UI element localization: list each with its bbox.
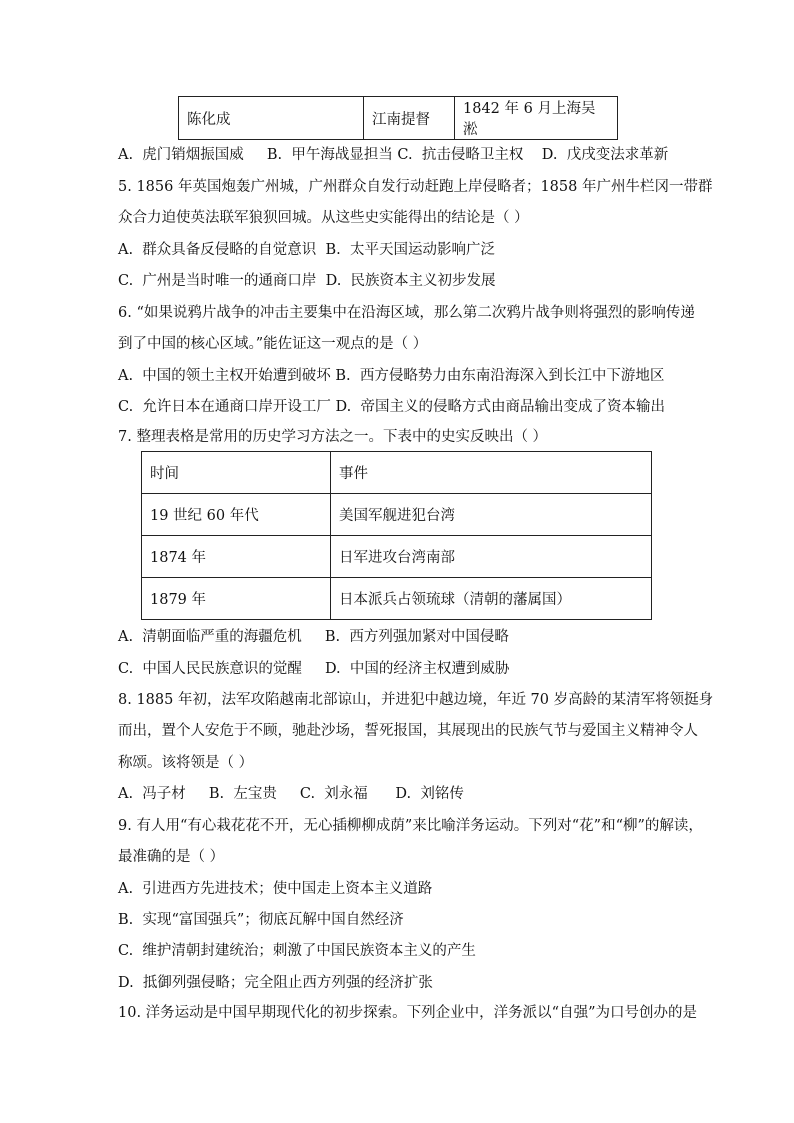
general-table (178, 96, 618, 140)
table-cell: 1879 年 (142, 578, 331, 620)
q9-option-b: B. 实现“富国强兵”；彻底瓦解中国自然经济 (118, 912, 404, 928)
q8-stem-line3: 称颂。该将领是（ ） (118, 755, 254, 771)
q5-stem-line2: 众合力迫使英法联军狼狈回城。从这些史实能得出的结论是（ ） (118, 210, 529, 226)
table-row (142, 578, 652, 620)
q7-stem: 7. 整理表格是常用的历史学习方法之一。下表中的史实反映出（ ） (118, 429, 548, 445)
table-cell: 江南提督 (364, 97, 455, 140)
table-row (142, 494, 652, 536)
table-header-event: 事件 (331, 452, 652, 494)
q6-option-cd: C. 允许日本在通商口岸开设工厂 D. 帝国主义的侵略方式由商品输出变成了资本输出 (118, 399, 665, 415)
q7-option-cd: C. 中国人民民族意识的觉醒 D. 中国的经济主权遭到威胁 (118, 661, 510, 677)
q9-option-d: D. 抵御列强侵略；完全阻止西方列强的经济扩张 (118, 975, 433, 991)
q9-option-a: A. 引进西方先进技术；使中国走上资本主义道路 (118, 881, 433, 897)
table-cell: 日军进攻台湾南部 (331, 536, 652, 578)
q5-option-cd: C. 广州是当时唯一的通商口岸 D. 民族资本主义初步发展 (118, 273, 496, 289)
q7-option-ab: A. 清朝面临严重的海疆危机 B. 西方列强加紧对中国侵略 (118, 629, 509, 645)
q5-option-ab: A. 群众具备反侵略的自觉意识 B. 太平天国运动影响广泛 (118, 242, 495, 258)
q8-stem-line1: 8. 1885 年初，法军攻陷越南北部谅山，并进犯中越边境，年近 70 岁高龄的某清军将领挺身 (118, 692, 714, 708)
table-row (142, 536, 652, 578)
table-cell: 1842 年 6 月上海吴淞 (455, 97, 618, 140)
q9-stem-line2: 最准确的是（ ） (118, 849, 225, 865)
q4-options: A. 虎门销烟振国威 B. 甲午海战显担当 C. 抗击侵略卫主权 D. 戊戌变法求革新 (118, 147, 669, 163)
q6-stem-line2: 到了中国的核心区域。”能佐证这一观点的是（ ） (118, 336, 428, 352)
table-cell: 1874 年 (142, 536, 331, 578)
table-cell: 日本派兵占领琉球（清朝的藩属国） (331, 578, 652, 620)
events-table (141, 451, 652, 620)
table-cell: 陈化成 (179, 97, 364, 140)
table-header-time: 时间 (142, 452, 331, 494)
table-row (179, 97, 618, 140)
q6-stem-line1: 6. “如果说鸦片战争的冲击主要集中在沿海区域，那么第二次鸦片战争则将强烈的影响传递 (118, 305, 695, 321)
q6-option-ab: A. 中国的领土主权开始遭到破坏 B. 西方侵略势力由东南沿海深入到长江中下游地区 (118, 368, 665, 384)
q9-stem-line1: 9. 有人用“有心栽花花不开，无心插柳柳成荫”来比喻洋务运动。下列对“花”和“柳”的解读， (118, 818, 703, 834)
q5-stem-line1: 5. 1856 年英国炮轰广州城，广州群众自发行动赶跑上岸侵略者；1858 年广州牛栏冈一带群 (118, 179, 713, 195)
table-header-row (142, 452, 652, 494)
q9-option-c: C. 维护清朝封建统治；刺激了中国民族资本主义的产生 (118, 943, 476, 959)
table-cell: 美国军舰进犯台湾 (331, 494, 652, 536)
q8-options: A. 冯子材 B. 左宝贵 C. 刘永福 D. 刘铭传 (118, 786, 464, 802)
table-cell: 19 世纪 60 年代 (142, 494, 331, 536)
q8-stem-line2: 而出，置个人安危于不顾，驰赴沙场，誓死报国，其展现出的民族气节与爱国主义精神令人 (118, 723, 698, 739)
q10-stem-line1: 10. 洋务运动是中国早期现代化的初步探索。下列企业中，洋务派以“自强”为口号创办的是 (118, 1005, 697, 1021)
